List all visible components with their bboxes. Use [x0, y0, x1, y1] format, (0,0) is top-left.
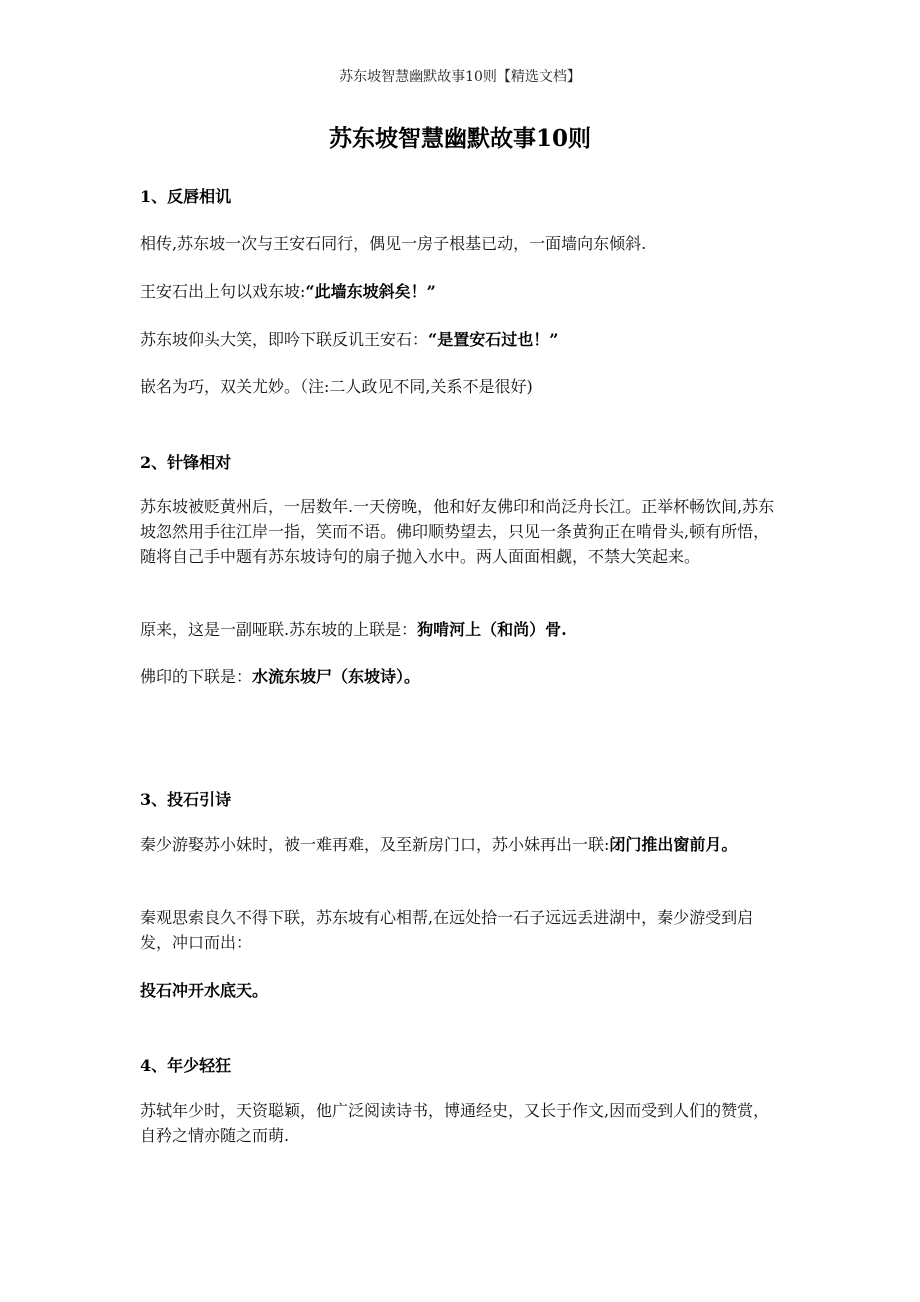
paragraph [140, 617, 780, 642]
paragraph [140, 664, 780, 689]
couplet-line: “此墙东坡斜矣！” [305, 282, 436, 301]
paragraph [140, 279, 780, 304]
paragraph: 苏轼年少时，天资聪颖，他广泛阅读诗书，博通经史，又长于作文,因而受到人们的赞赏，自矜之情亦随之而萌. [140, 1101, 770, 1145]
paragraph: 相传,苏东坡一次与王安石同行，偶见一房子根基已动，一面墙向东倾斜. [140, 234, 647, 253]
paragraph: 苏东坡被贬黄州后，一居数年.一天傍晚，他和好友佛印和尚泛舟长江。正举杯畅饮间,苏东坡忽然用手往江岸一指，笑而不语。佛印顺势望去，只见一条黄狗正在啃骨头,顿有所悟，随将自己手中题有苏东坡诗句的扇子抛入水中。两人面面相觑，不禁大笑起来。 [140, 497, 775, 566]
running-header: 苏东坡智慧幽默故事10则【精选文档】 [339, 69, 581, 85]
couplet-line: 狗啃河上（和尚）骨. [417, 620, 567, 639]
paragraph-text: 秦少游娶苏小妹时，被一难再难，及至新房门口，苏小妹再出一联: [140, 835, 610, 854]
section-heading-3: 3、投石引诗 [140, 790, 232, 809]
section-heading-2: 2、针锋相对 [140, 453, 232, 472]
paragraph-text: 原来，这是一副哑联.苏东坡的上联是： [140, 620, 418, 639]
section-heading-1: 1、反唇相讥 [140, 187, 232, 206]
section-heading-4: 4、年少轻狂 [140, 1056, 232, 1075]
couplet-line: 投石冲开水底天。 [140, 981, 269, 1000]
couplet-line: 闭门推出窗前月。 [609, 835, 738, 854]
couplet-line: “是置安石过也！” [428, 330, 559, 349]
paragraph: 嵌名为巧，双关尤妙。（注:二人政见不同,关系不是很好) [140, 377, 533, 396]
paragraph [140, 832, 780, 857]
paragraph-text: 佛印的下联是： [140, 667, 253, 686]
couplet-line: 水流东坡尸（东坡诗）。 [252, 667, 421, 686]
document-title: 苏东坡智慧幽默故事10则 [328, 125, 591, 152]
paragraph-text: 苏东坡仰头大笑，即吟下联反讥王安石： [140, 330, 429, 349]
paragraph: 秦观思索良久不得下联，苏东坡有心相帮,在远处拾一石子远远丢进湖中，秦少游受到启发，冲口而出： [140, 908, 754, 952]
paragraph-text: 王安石出上句以戏东坡: [140, 282, 306, 301]
paragraph [140, 327, 780, 352]
